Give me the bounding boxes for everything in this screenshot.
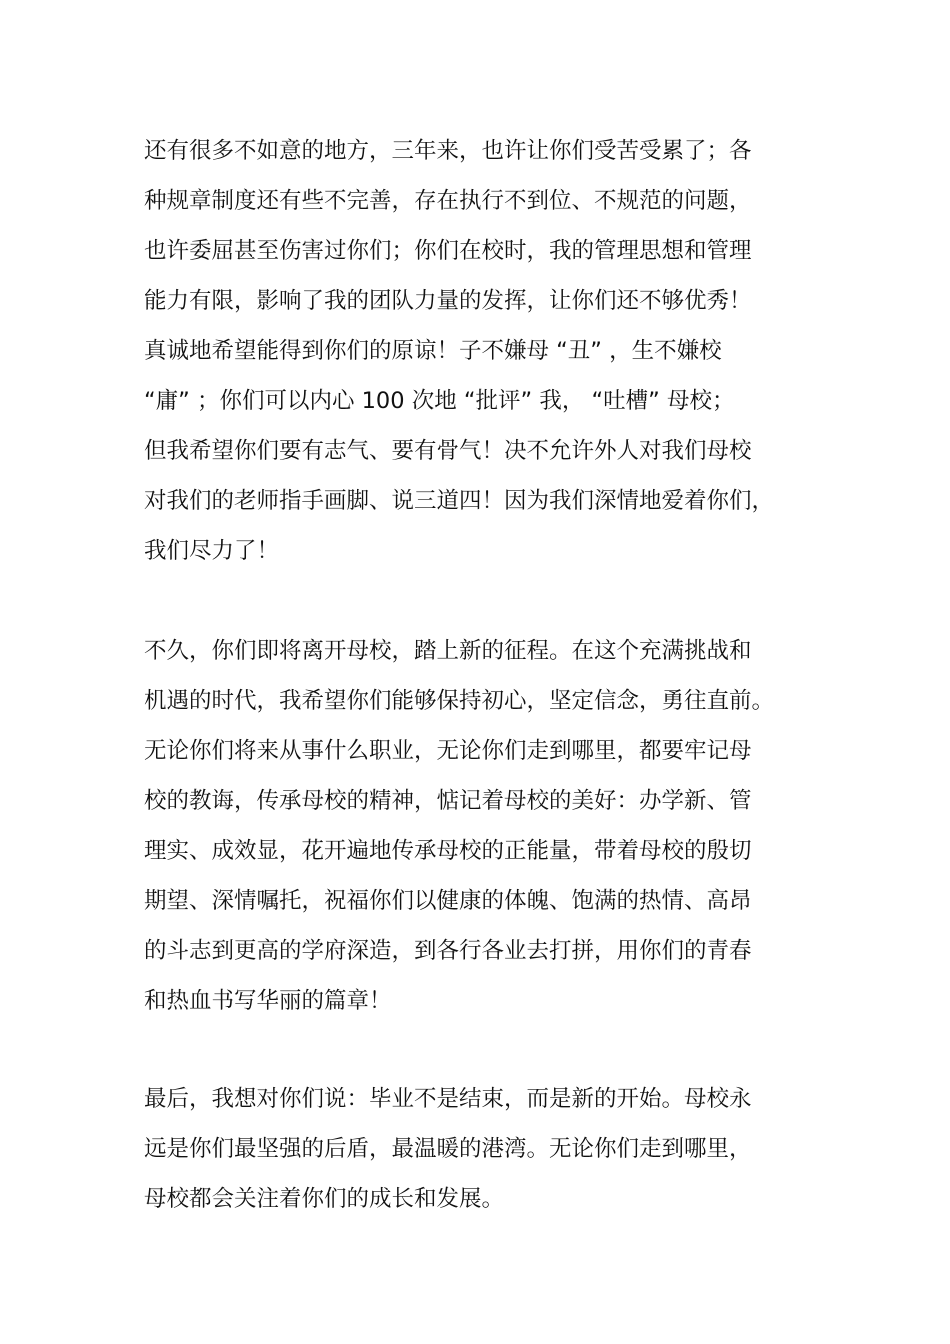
text-line: 最后，我想对你们说：毕业不是结束，而是新的开始。母校永 <box>144 1086 752 1112</box>
text-line: 和热血书写华丽的篇章！ <box>144 988 392 1014</box>
text-line: 也许委屈甚至伤害过你们；你们在校时，我的管理思想和管理 <box>144 238 752 264</box>
text-line: 母校都会关注着你们的成长和发展。 <box>144 1186 505 1212</box>
text-line: 我们尽力了！ <box>144 538 280 564</box>
text-line: “庸” ；你们可以内心 100 次地 “批评” 我， “吐槽” 母校； <box>144 388 735 414</box>
text-line: 期望、深情嘱托，祝福你们以健康的体魄、饱满的热情、高昂 <box>144 888 752 914</box>
text-line: 能力有限，影响了我的团队力量的发挥，让你们还不够优秀！ <box>144 288 752 314</box>
text-line: 但我希望你们要有志气、要有骨气！决不允许外人对我们母校 <box>144 438 752 464</box>
text-line: 还有很多不如意的地方，三年来，也许让你们受苦受累了；各 <box>144 138 752 164</box>
text-line: 机遇的时代，我希望你们能够保持初心，坚定信念，勇往直前。 <box>144 688 775 714</box>
text-line: 远是你们最坚强的后盾，最温暖的港湾。无论你们走到哪里， <box>144 1136 752 1162</box>
text-line: 理实、成效显，花开遍地传承母校的正能量，带着母校的殷切 <box>144 838 752 864</box>
text-line: 校的教诲，传承母校的精神，惦记着母校的美好：办学新、管 <box>144 788 752 814</box>
text-line: 种规章制度还有些不完善，存在执行不到位、不规范的问题， <box>144 188 752 214</box>
text-line: 的斗志到更高的学府深造，到各行各业去打拼，用你们的青春 <box>144 938 752 964</box>
text-line: 不久，你们即将离开母校，踏上新的征程。在这个充满挑战和 <box>144 638 752 664</box>
text-line: 无论你们将来从事什么职业，无论你们走到哪里，都要牢记母 <box>144 738 752 764</box>
text-line: 对我们的老师指手画脚、说三道四！因为我们深情地爱着你们， <box>144 488 775 514</box>
text-line: 真诚地希望能得到你们的原谅！子不嫌母 “丑” ，生不嫌校 <box>144 338 722 364</box>
